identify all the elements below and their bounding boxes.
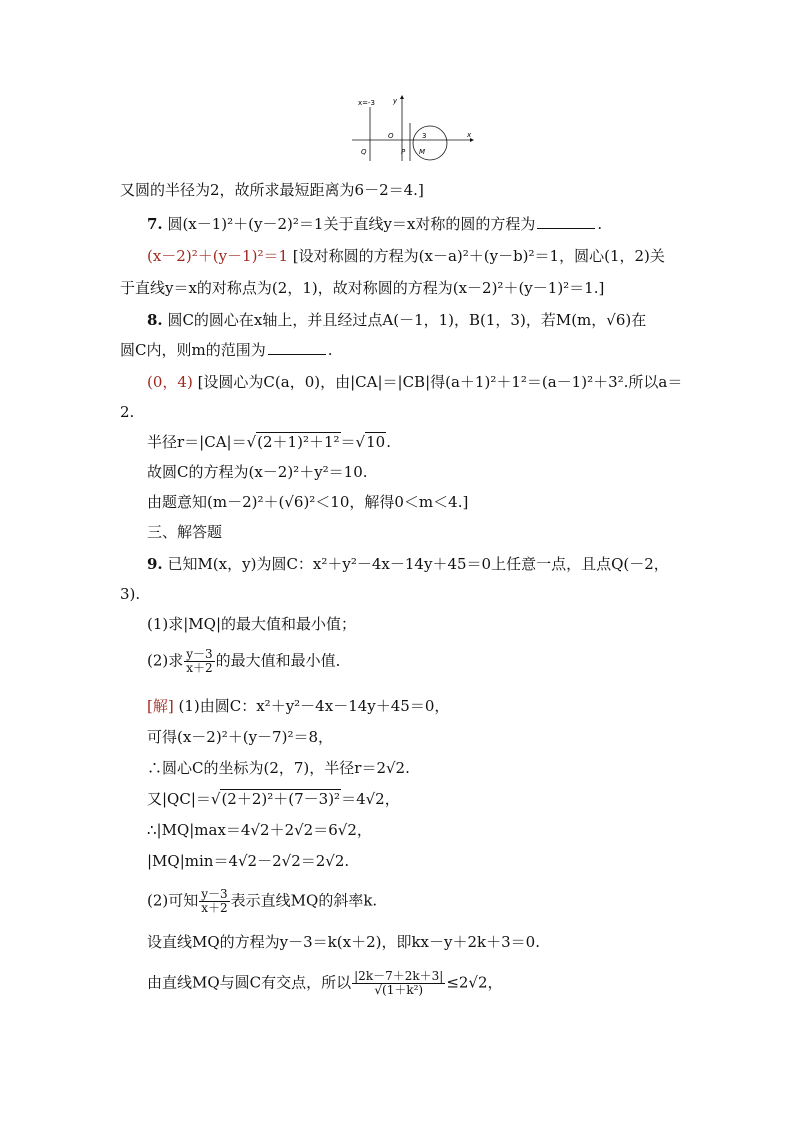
circle-diagram bbox=[350, 93, 475, 163]
q8-text2: 圆C内，则m的范围为 bbox=[120, 341, 266, 359]
q9-sol-4-prefix: 又|QC|＝ bbox=[147, 790, 211, 808]
q8-explain-2: 2. bbox=[120, 403, 135, 421]
q7-answer: (x－2)²＋(y－1)²＝1 bbox=[147, 247, 288, 265]
q8-explain-5: 由题意知(m－2)²＋(√6)²＜10，解得0＜m＜4.] bbox=[147, 493, 469, 511]
q8-explain-3: 半径r＝|CA|＝√(2＋1)²＋1²＝√10. bbox=[147, 433, 391, 451]
q8-line2 bbox=[120, 340, 332, 360]
q9-part2-suffix: 的最大值和最小值． bbox=[215, 651, 351, 670]
q9-sol-3: ∴圆心C的坐标为(2，7)，半径r＝2√2. bbox=[147, 759, 410, 777]
fraction-denominator: √(1＋k²) bbox=[374, 983, 424, 997]
q8-answer-line bbox=[147, 372, 682, 392]
q9-sol-7-suffix: 表示直线MQ的斜率k. bbox=[230, 891, 378, 910]
q9-sol-9-suffix: ≤2√2， bbox=[446, 973, 503, 992]
prev-conclusion: 又圆的半径为2，故所求最短距离为6－2＝4.] bbox=[120, 181, 424, 199]
q9-line1 bbox=[147, 554, 669, 574]
q9-part2-prefix: (2)求 bbox=[147, 651, 184, 670]
q8-period: . bbox=[327, 341, 333, 359]
q9-part2 bbox=[147, 648, 351, 675]
q8-blank bbox=[268, 340, 326, 355]
q7-period: . bbox=[597, 215, 603, 233]
q7-explain-2: 于直线y＝x的对称点为(2，1)，故对称圆的方程为(x－2)²＋(y－1)²＝1.] bbox=[120, 279, 605, 297]
label-x: x bbox=[467, 131, 472, 139]
q9-sol-6: |MQ|min＝4√2－2√2＝2√2. bbox=[147, 852, 350, 870]
q9-sol-2: 可得(x－2)²＋(y－7)²＝8， bbox=[147, 728, 333, 746]
q8-explain-4: 故圆C的方程为(x－2)²＋y²＝10. bbox=[147, 463, 368, 481]
q9-number: 9. bbox=[147, 555, 163, 573]
y-axis-arrow bbox=[400, 95, 404, 99]
q7-blank bbox=[537, 214, 595, 229]
q9-sol-9 bbox=[147, 970, 503, 997]
q9-sol-4-radicand: (2＋2)²＋(7－3)² bbox=[221, 790, 341, 808]
q9-sol-9-prefix: 由直线MQ与圆C有交点，所以 bbox=[147, 973, 352, 992]
label-p: P bbox=[401, 148, 406, 156]
q9-sol-8: 设直线MQ的方程为y－3＝k(x＋2)，即kx－y＋2k＋3＝0. bbox=[147, 933, 540, 951]
q9-sol-4-suffix: ＝4√2， bbox=[341, 790, 400, 808]
q8-radicand: (2＋1)²＋1² bbox=[257, 433, 340, 451]
fraction-denominator: x＋2 bbox=[201, 901, 228, 915]
fraction-numerator: y－3 bbox=[201, 887, 228, 901]
label-m: M bbox=[419, 148, 426, 156]
label-3: 3 bbox=[422, 132, 427, 140]
q8-explain-1: [设圆心为C(a，0)，由|CA|＝|CB|得(a＋1)²＋1²＝(a－1)²＋3².所以a＝ bbox=[197, 373, 683, 391]
q7-line1 bbox=[147, 214, 602, 234]
fraction-numerator: y－3 bbox=[186, 647, 213, 661]
q9-sol-9-fraction bbox=[352, 970, 445, 997]
label-o: O bbox=[388, 132, 394, 140]
q9-part1: (1)求|MQ|的最大值和最小值； bbox=[147, 615, 357, 633]
q8-line1 bbox=[147, 310, 646, 330]
q8-radius-prefix: 半径r＝|CA|＝ bbox=[147, 433, 247, 451]
fraction-numerator: |2k－7＋2k＋3| bbox=[354, 969, 444, 983]
label-y: y bbox=[393, 97, 398, 105]
q7-text: 圆(x－1)²＋(y－2)²＝1关于直线y＝x对称的圆的方程为 bbox=[167, 215, 536, 233]
q8-end: . bbox=[386, 433, 391, 451]
solution-tag: [解] bbox=[147, 697, 174, 715]
q8-answer: (0，4) bbox=[147, 373, 193, 391]
q8-number: 8. bbox=[147, 311, 163, 329]
q9-text1: 已知M(x，y)为圆C：x²＋y²－4x－14y＋45＝0上任意一点，且点Q(－2， bbox=[167, 555, 669, 573]
q9-sol-4: 又|QC|＝√(2＋2)²＋(7－3)²＝4√2， bbox=[147, 790, 400, 808]
q9-part2-fraction bbox=[184, 648, 214, 675]
q7-explain-1: [设对称圆的方程为(x－a)²＋(y－b)²＝1，圆心(1，2)关 bbox=[292, 247, 665, 265]
q9-sol-1-text: (1)由圆C：x²＋y²－4x－14y＋45＝0， bbox=[178, 697, 450, 715]
q9-sol-7 bbox=[147, 888, 377, 915]
q8-equals: ＝ bbox=[340, 433, 356, 451]
q9-sol-7-prefix: (2)可知 bbox=[147, 891, 199, 910]
fraction-denominator: x＋2 bbox=[186, 661, 213, 675]
label-x-eq: x=-3 bbox=[358, 99, 375, 107]
q9-sol-1 bbox=[147, 696, 449, 716]
q7-answer-line bbox=[147, 246, 665, 266]
label-q: Q bbox=[361, 148, 367, 156]
q9-line2: 3). bbox=[120, 585, 141, 603]
q9-sol-5: ∴|MQ|max＝4√2＋2√2＝6√2， bbox=[147, 821, 372, 839]
q7-number: 7. bbox=[147, 215, 163, 233]
q9-sol-7-fraction bbox=[199, 888, 229, 915]
section-3-heading: 三、解答题 bbox=[147, 523, 223, 541]
q8-text1: 圆C的圆心在x轴上，并且经过点A(－1，1)，B(1，3)，若M(m，√6)在 bbox=[167, 311, 647, 329]
q8-radicand-10: 10 bbox=[366, 433, 386, 451]
